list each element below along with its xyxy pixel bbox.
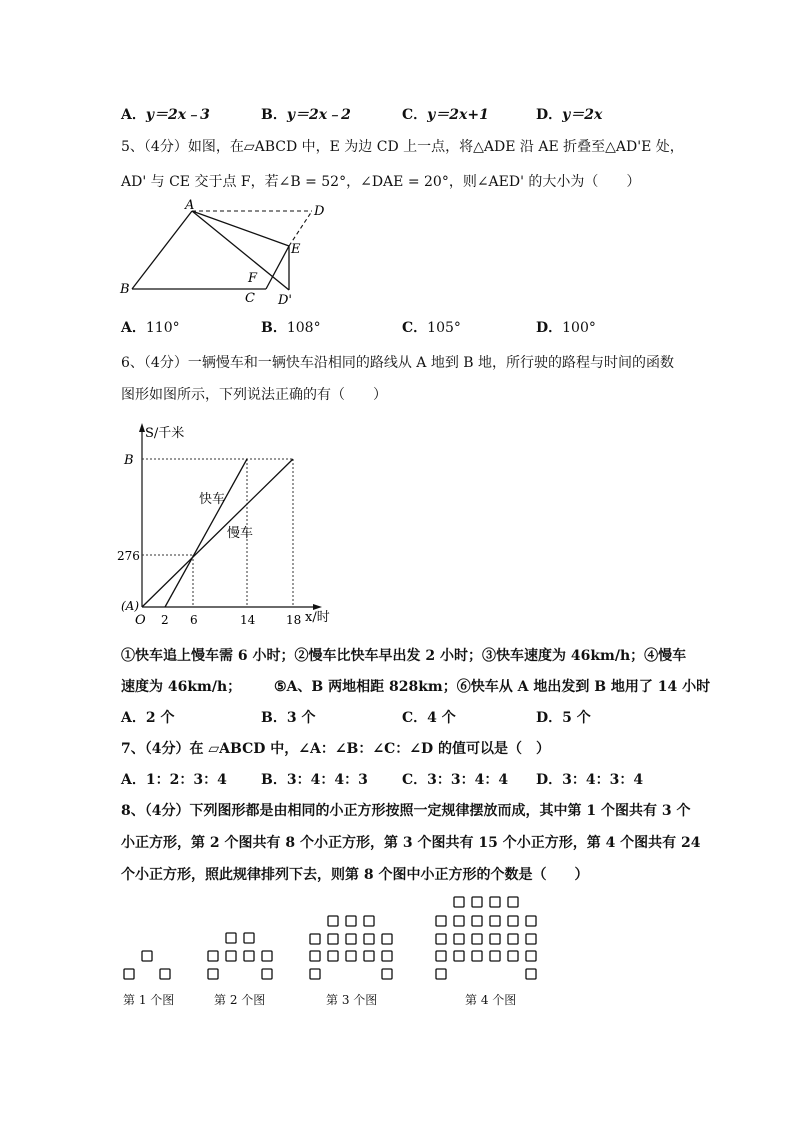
q6-option-b: B．3 个	[261, 710, 316, 726]
caption-figure-3: 第 3 个图	[326, 993, 378, 1007]
q6-statements-line1: ①快车追上慢车需 6 小时；②慢车比快车早出发 2 小时；③快车速度为 46km/h；④慢车	[121, 648, 687, 664]
y-276-label: 276	[117, 549, 140, 563]
q5-stem-line2: AD' 与 CE 交于点 F，若∠B = 52°，∠DAE = 20°，则∠AED' 的大小为（ ）	[121, 174, 641, 190]
q7-option-c: C．3：3：4：4	[402, 772, 509, 788]
q6-distance-time-graph	[115, 420, 345, 630]
q4-option-b: B．y＝2x﹣2	[261, 107, 351, 123]
label-d-prime: D'	[278, 293, 292, 308]
figure-2-squares	[208, 933, 272, 979]
caption-figure-1: 第 1 个图	[123, 993, 175, 1007]
q7-option-a: A．1：2：3：4	[121, 772, 227, 788]
q6-option-d: D．5 个	[536, 710, 591, 726]
figure-3-squares	[310, 916, 392, 979]
b-label: B	[124, 453, 134, 468]
x-tick-18: 18	[286, 613, 302, 627]
label-b: B	[120, 282, 130, 297]
q6-stem-line2: 图形如图所示，下列说法正确的有（ ）	[121, 387, 387, 403]
x-tick-6: 6	[190, 613, 198, 627]
x-axis-label: x/时	[305, 610, 330, 625]
q7-option-b: B．3：4：4：3	[261, 772, 368, 788]
q5-option-c: C．105°	[402, 320, 461, 336]
label-a: A	[185, 198, 195, 213]
fast-car-label: 快车	[199, 492, 226, 507]
q6-stem-line1: 6、（4分）一辆慢车和一辆快车沿相同的路线从 A 地到 B 地，所行驶的路程与时间的函数	[121, 355, 675, 371]
q5-option-d: D．100°	[536, 320, 596, 336]
q6-statements-line2a: 速度为 46km/h；	[121, 679, 242, 695]
q8-square-pattern-figures	[110, 888, 570, 988]
q6-statements-line2b: ⑤A、B 两地相距 828km；⑥快车从 A 地出发到 B 地用了 14 小时	[274, 679, 711, 695]
q5-stem-line1: 5、（4分）如图，在▱ABCD 中，E 为边 CD 上一点，将△ADE 沿 AE 折叠至△AD'E 处，	[121, 139, 684, 155]
q4-option-d: D．y＝2x	[536, 107, 603, 123]
q8-stem-line2: 小正方形，第 2 个图共有 8 个小正方形，第 3 个图共有 15 个小正方形，第 4 个图共有 24	[121, 835, 701, 851]
x-tick-14: 14	[240, 613, 256, 627]
figure-4-squares	[436, 897, 536, 979]
slow-car-label: 慢车	[227, 526, 254, 541]
q5-option-b: B．108°	[261, 320, 321, 336]
q6-option-a: A．2 个	[121, 710, 175, 726]
q8-stem-line3: 个小正方形，照此规律排列下去，则第 8 个图中小正方形的个数是（ ）	[121, 867, 589, 883]
caption-figure-4: 第 4 个图	[465, 993, 517, 1007]
label-d: D	[314, 204, 325, 219]
q7-stem: 7、（4分）在 ▱ABCD 中，∠A：∠B：∠C：∠D 的值可以是（ ）	[121, 741, 551, 757]
figure-1-squares	[124, 951, 170, 979]
y-axis-label: S/千米	[145, 426, 185, 441]
caption-figure-2: 第 2 个图	[214, 993, 266, 1007]
q5-option-a: A．110°	[121, 320, 180, 336]
origin-a-label: (A)	[121, 599, 140, 613]
q8-stem-line1: 8、（4分）下列图形都是由相同的小正方形按照一定规律摆放而成，其中第 1 个图共有 3 个	[121, 803, 691, 819]
q6-option-c: C．4 个	[402, 710, 456, 726]
label-c: C	[245, 291, 255, 306]
q4-option-c: C．y＝2x+1	[402, 107, 489, 123]
label-f: F	[248, 271, 258, 286]
q7-option-d: D．3：4：3：4	[536, 772, 644, 788]
q4-option-a: A．y＝2x﹣3	[121, 107, 210, 123]
origin-o-label: O	[135, 613, 146, 628]
label-e: E	[291, 242, 301, 257]
x-tick-2: 2	[161, 613, 169, 627]
q5-parallelogram-figure	[115, 198, 335, 308]
